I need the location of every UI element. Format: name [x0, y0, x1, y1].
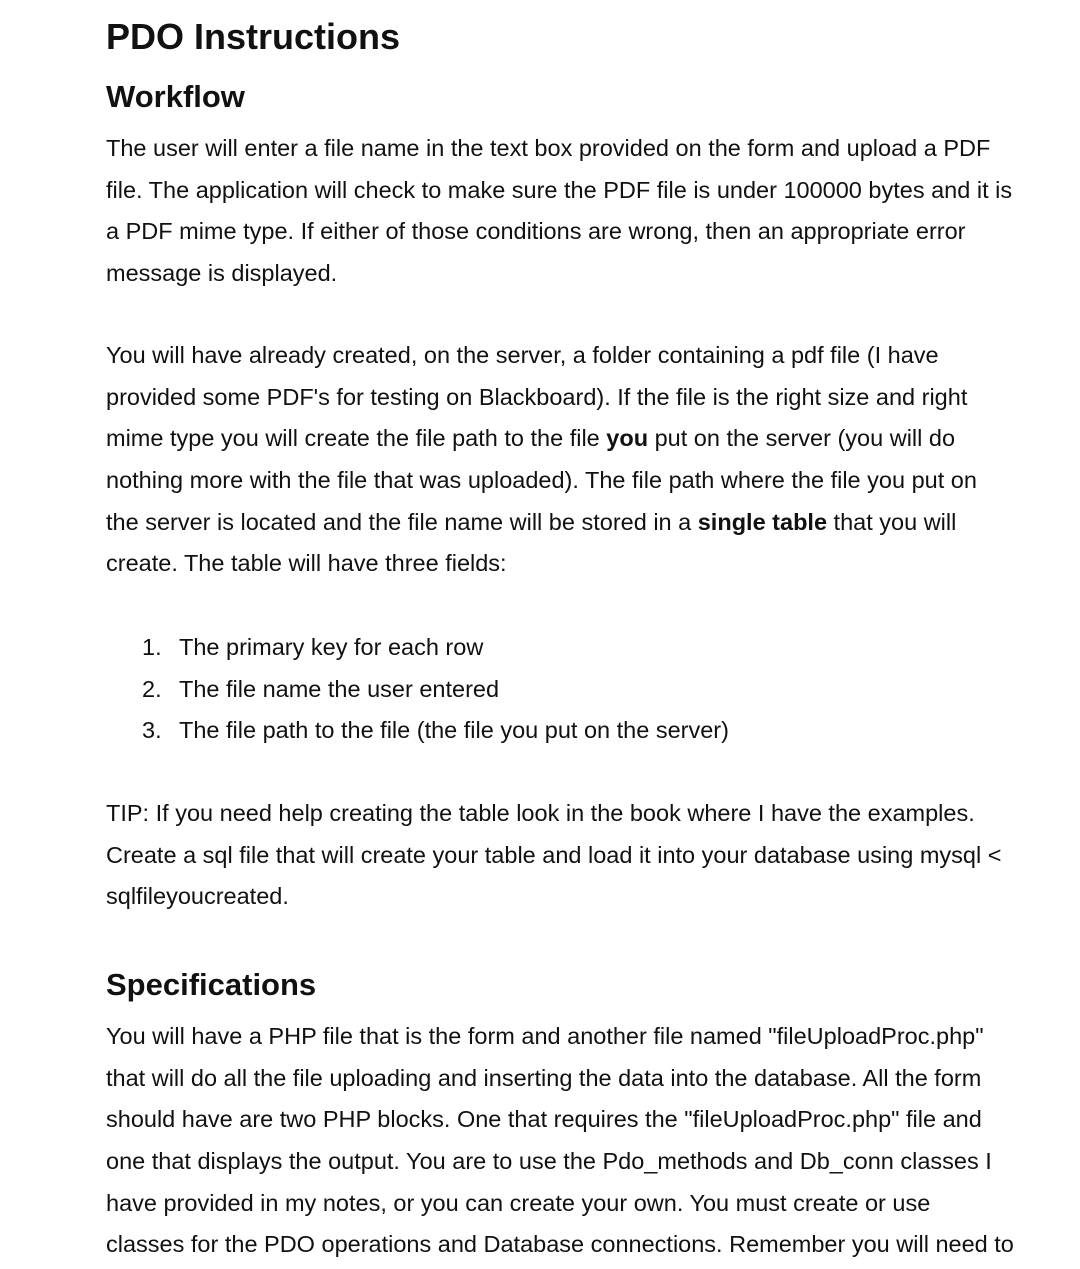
- workflow-heading: Workflow: [106, 79, 245, 114]
- specifications-paragraph: [106, 1016, 1014, 1266]
- text-run: put on the server (you will do: [648, 425, 956, 452]
- list-number: 3.: [142, 717, 162, 744]
- text-line: create. The table will have three fields:: [106, 550, 507, 577]
- list-item: [142, 669, 729, 711]
- table-fields-list: [142, 627, 729, 752]
- list-item: [142, 627, 729, 669]
- text-line: that will do all the file uploading and inserting the data into the database. All the form: [106, 1064, 982, 1091]
- text-line: You will have a PHP file that is the form and another file named "fileUploadProc.php": [106, 1023, 984, 1049]
- text-line: classes for the PDO operations and Database connections. Remember you will need to: [106, 1231, 1014, 1258]
- list-item: [142, 710, 729, 752]
- list-item-text: The file name the user entered: [179, 675, 500, 702]
- text-line: message is displayed.: [106, 260, 338, 287]
- text-line: You will have already created, on the server, a folder containing a pdf file (I have: [106, 342, 939, 368]
- bold-emphasis: single table: [697, 508, 828, 535]
- tip-paragraph: [106, 793, 1001, 918]
- text-line: Create a sql file that will create your table and load it into your database using mysql <: [106, 841, 1002, 868]
- text-line: should have are two PHP blocks. One that requires the "fileUploadProc.php" file and: [106, 1106, 982, 1133]
- text-line: sqlfileyoucreated.: [106, 883, 289, 910]
- text-line: a PDF mime type. If either of those conditions are wrong, then an appropriate error: [106, 218, 966, 245]
- list-item-text: The primary key for each row: [179, 634, 484, 660]
- document-title: PDO Instructions: [106, 16, 401, 57]
- text-line: TIP: If you need help creating the table look in the book where I have the examples.: [106, 800, 975, 826]
- text-line: file. The application will check to make sure the PDF file is under 100000 bytes and it is: [106, 176, 1013, 203]
- workflow-paragraph-2: [106, 335, 977, 585]
- list-number: 2.: [142, 675, 162, 702]
- text-line: have provided in my notes, or you can create your own. You must create or use: [106, 1189, 931, 1216]
- text-line: [106, 418, 977, 460]
- specifications-heading: Specifications: [106, 967, 317, 1002]
- list-item-text: The file path to the file (the file you put on the server): [179, 717, 729, 744]
- text-line: The user will enter a file name in the text box provided on the form and upload a PDF: [106, 135, 991, 161]
- text-line: one that displays the output. You are to use the Pdo_methods and Db_conn classes I: [106, 1148, 992, 1175]
- list-number: 1.: [142, 634, 162, 660]
- workflow-paragraph-1: [106, 128, 1012, 295]
- text-run: that you will: [827, 508, 957, 535]
- bold-emphasis: you: [606, 425, 649, 452]
- text-run: mime type you will create the file path to the file: [106, 425, 607, 452]
- text-line: [106, 502, 977, 544]
- text-run: the server is located and the file name will be stored in a: [106, 508, 698, 535]
- text-line: provided some PDF's for testing on Blackboard). If the file is the right size and right: [106, 383, 968, 410]
- text-line: nothing more with the file that was uploaded). The file path where the file you put on: [106, 467, 977, 494]
